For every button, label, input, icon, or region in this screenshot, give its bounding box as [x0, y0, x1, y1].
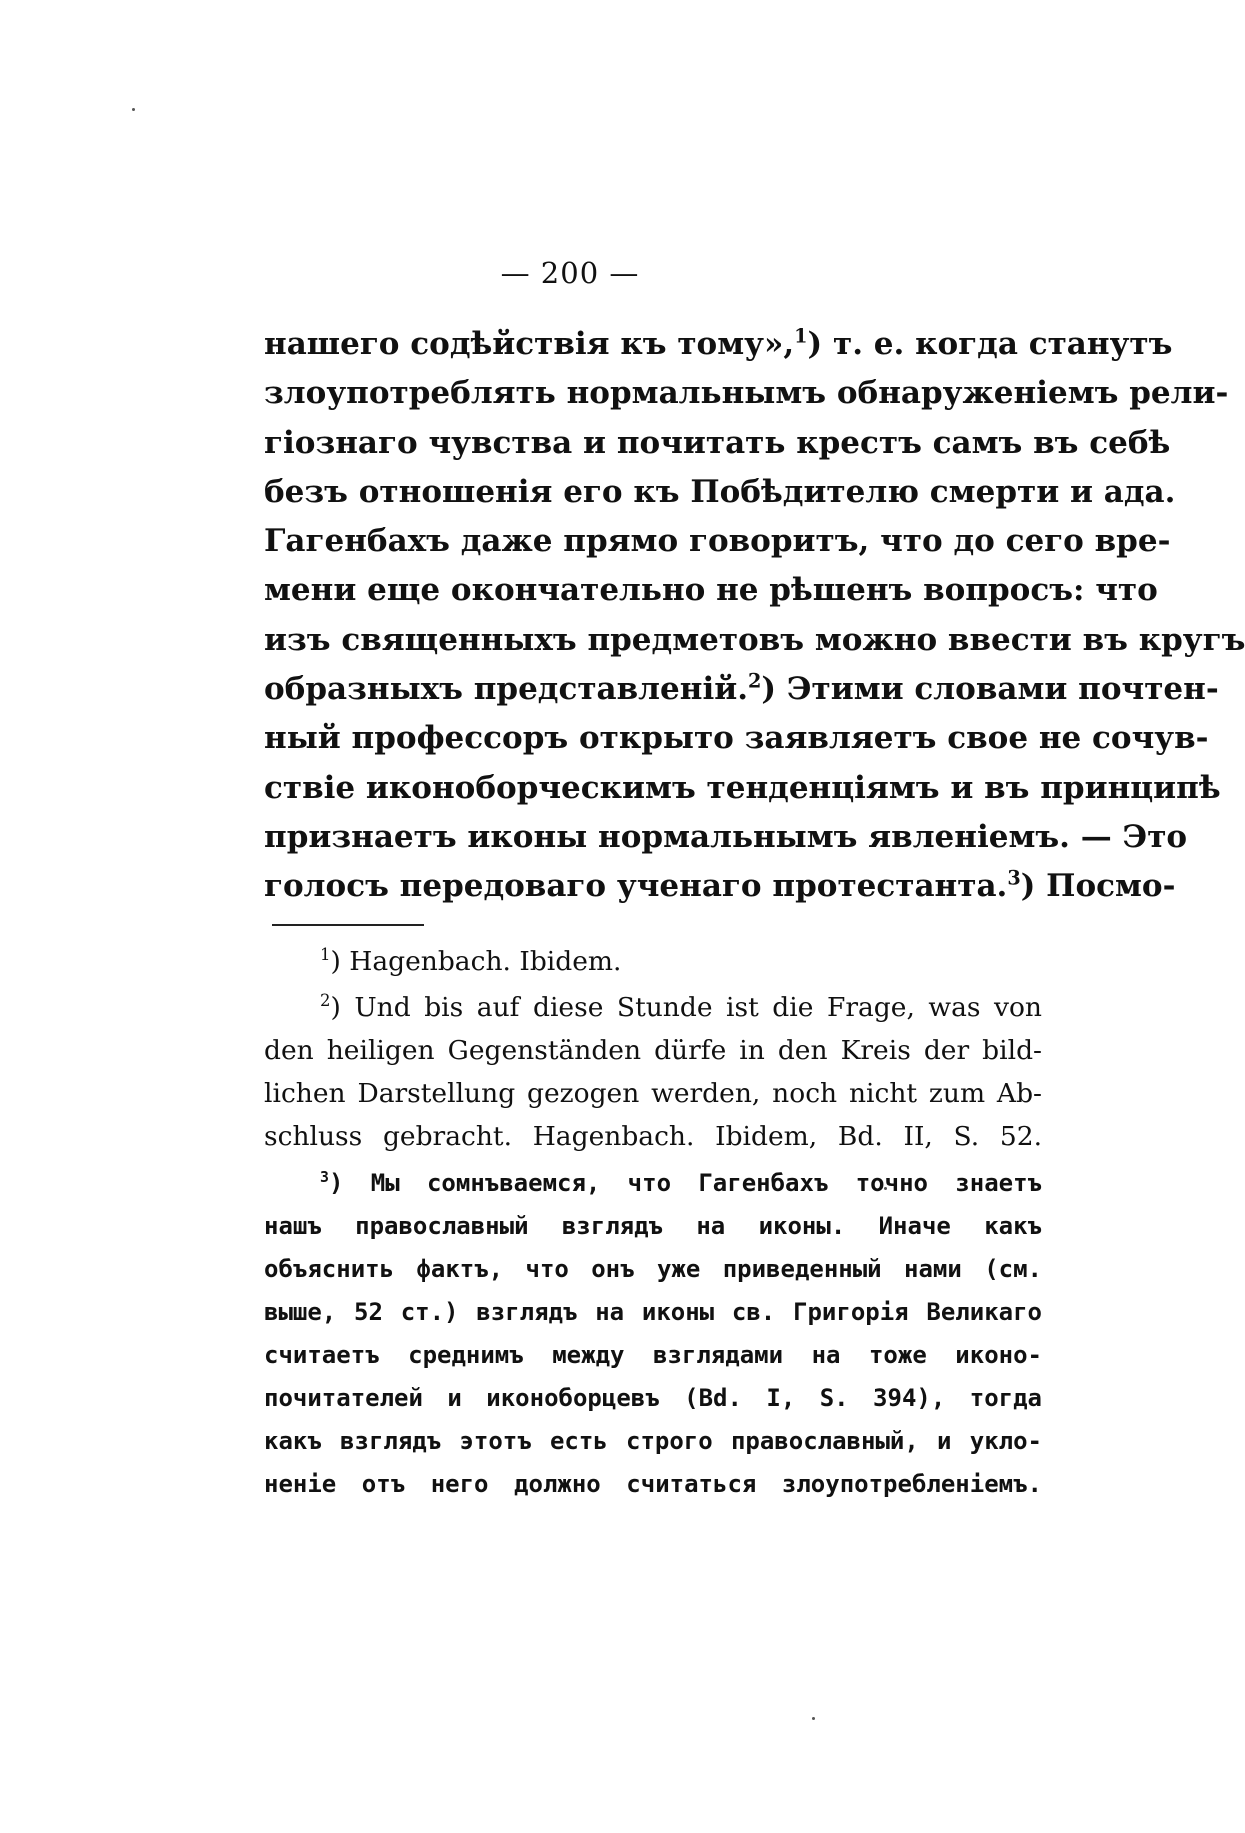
text-line: ствіе иконоборческимъ тенденціямъ и въ принципѣ	[264, 769, 1221, 806]
page-number: — 200 —	[500, 256, 640, 290]
footnote-line: какъ взглядъ этотъ есть строго православный, и укло-	[264, 1427, 1042, 1455]
scan-speck	[132, 108, 135, 111]
main-text	[264, 320, 1245, 912]
footnote-line: $^2$) Und bis auf diese Stunde ist die Frage, was von	[320, 991, 1042, 1023]
footnote-separator	[272, 924, 424, 926]
text-line: ный профессоръ открыто заявляетъ свое не сочув-	[264, 720, 1209, 757]
text-line: гіознаго чувства и почитать крестъ самъ въ себѣ	[264, 424, 1171, 461]
text-line: признаетъ иконы нормальнымъ явленіемъ. — Это	[264, 818, 1188, 855]
text-line: образныхъ представленій.$^2$) Этими словами почтен-	[264, 669, 1219, 708]
footnote-2	[264, 986, 1042, 1158]
scan-speck	[812, 1717, 815, 1720]
footnote-line: den heiligen Gegenständen dürfe in den Kreis der bild-	[264, 1035, 1042, 1066]
text-line: голосъ передоваго ученаго протестанта.$^3$) Посмо-	[264, 866, 1176, 905]
footnote-line: нашъ православный взглядъ на иконы. Иначе какъ	[264, 1212, 1042, 1240]
footnote-line: schluss gebracht. Hagenbach. Ibidem, Bd. II, S. 52.	[264, 1121, 1042, 1152]
text-line: злоупотреблять нормальнымъ обнаруженіемъ рели-	[264, 375, 1229, 412]
text-line: мени еще окончательно не рѣшенъ вопросъ: что	[264, 572, 1158, 609]
text-line: Гагенбахъ даже прямо говоритъ, что до сего вре-	[264, 523, 1171, 560]
footnote-line: lichen Darstellung gezogen werden, noch nicht zum Ab-	[264, 1078, 1042, 1109]
footnote-line: $^3$) Мы сомнъваемся, что Гагенбахъ точно знаетъ	[320, 1168, 1042, 1197]
footnote-line: почитателей и иконоборцевъ (Bd. I, S. 394), тогда	[264, 1384, 1042, 1412]
text-line: безъ отношенія его къ Побѣдителю смерти и ада.	[264, 473, 1176, 510]
footnote-line: объяснить фактъ, что онъ уже приведенный нами (см.	[264, 1255, 1042, 1283]
text-line: нашего содѣйствія къ тому»,$^1$) т. е. когда станутъ	[264, 324, 1173, 362]
footnote-line: выше, 52 ст.) взглядъ на иконы св. Григорія Великаго	[264, 1298, 1042, 1326]
text-line: изъ священныхъ предметовъ можно ввести въ кругъ	[264, 621, 1245, 658]
footnote-1	[264, 940, 1042, 983]
footnote-line: неніе отъ него должно считаться злоупотребленіемъ.	[264, 1470, 1042, 1498]
footnote-3	[264, 1162, 1042, 1506]
footnote-line: считаетъ среднимъ между взглядами на тоже иконо-	[264, 1341, 1042, 1369]
footnote-line: $^1$) Hagenbach. Ibidem.	[320, 945, 622, 977]
